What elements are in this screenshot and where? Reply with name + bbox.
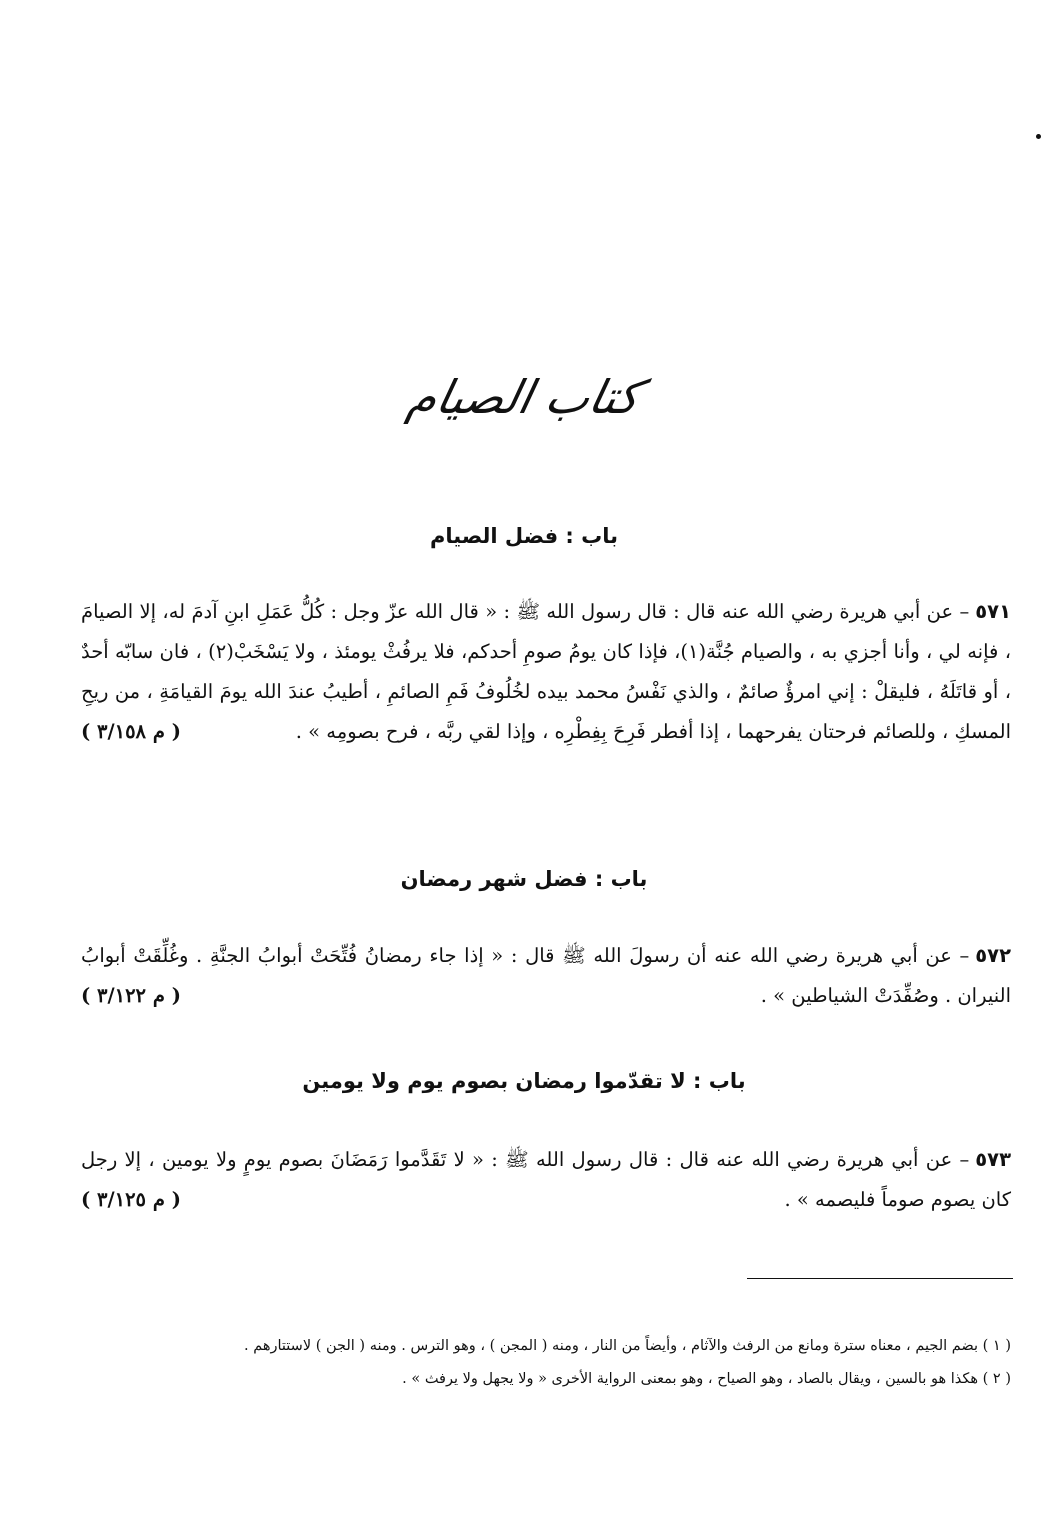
hadith-paragraph xyxy=(82,592,1012,752)
hadith-text: – عن أبي هريرة رضي الله عنه قال : قال رسول الله ﷺ : « لا تَقَدَّموا رَمَضَانَ بصوم يومٍ ولا يومين ، إلا رجل كان يصوم صوماً فليصمه » . xyxy=(82,1148,1012,1211)
book-title: كتاب الصيام xyxy=(403,370,647,424)
hadith-text: – عن أبي هريرة رضي الله عنه أن رسولَ الله ﷺ قال : « إذا جاء رمضانُ فُتِّحَتْ أبوابُ الجنَّةِ . وغُلِّقَتْ أبوابُ النيران . وصُفِّدَتْ الشياطين » . xyxy=(82,944,1012,1007)
hadith-number: ٥٧١ xyxy=(976,600,1012,623)
chapter-heading: باب : لا تقدّموا رمضان بصوم يوم ولا يومين xyxy=(303,1069,747,1093)
hadith-number: ٥٧٢ xyxy=(976,944,1012,967)
chapter-heading: باب : فضل الصيام xyxy=(430,524,619,548)
footnote-separator xyxy=(748,1278,1014,1279)
source-reference: ( م ٣/١٢٢ ) xyxy=(82,984,182,1007)
hadith-text: – عن أبي هريرة رضي الله عنه قال : قال رسول الله ﷺ : « قال الله عزّ وجل : كُلُّ عَمَلِ ابنِ آدمَ له، إلا الصيامَ ، فإنه لي ، وأنا أجزي به ، والصيام جُنَّة(١)، فإذا كان يومُ صومِ أحدكم، فلا يرفُثْ يومئذ ، ولا يَسْخَبْ(٢) ، فان سابّه أحدٌ ، أو قاتَلَهُ ، فليقلْ : إني امرؤٌ صائمٌ ، والذي نَفْسُ محمد بيده لخُلُوفُ فَمِ الصائمِ ، أطيبُ عندَ الله يومَ القيامَةِ ، من ريحِ المسكِ ، وللصائم فرحتان يفرحهما ، إذا أفطر فَرِحَ بِفِطْرِه ، وإذا لقي ربَّه ، فرح بصومِه » . xyxy=(82,600,1012,743)
source-reference: ( م ٣/١٢٥ ) xyxy=(82,1188,182,1211)
page-edge-dot xyxy=(1037,134,1042,139)
source-reference: ( م ٣/١٥٨ ) xyxy=(82,720,182,743)
footnote-2: ( ٢ ) هكذا هو بالسين ، ويقال بالصاد ، وهو الصياح ، وهو بمعنى الرواية الأخرى « ولا يجهل ولا يرفث » . xyxy=(403,1371,1012,1387)
hadith-paragraph xyxy=(82,936,1012,1016)
footnotes xyxy=(82,1330,1012,1396)
footnote-1: ( ١ ) بضم الجيم ، معناه سترة ومانع من الرفث والآثام ، وأيضاً من النار ، ومنه ( المجن ) ، وهو الترس . ومنه ( الجن ) لاستتارهم . xyxy=(245,1338,1012,1354)
hadith-number: ٥٧٣ xyxy=(976,1148,1012,1171)
chapter-heading: باب : فضل شهر رمضان xyxy=(401,867,649,891)
hadith-paragraph xyxy=(82,1140,1012,1220)
